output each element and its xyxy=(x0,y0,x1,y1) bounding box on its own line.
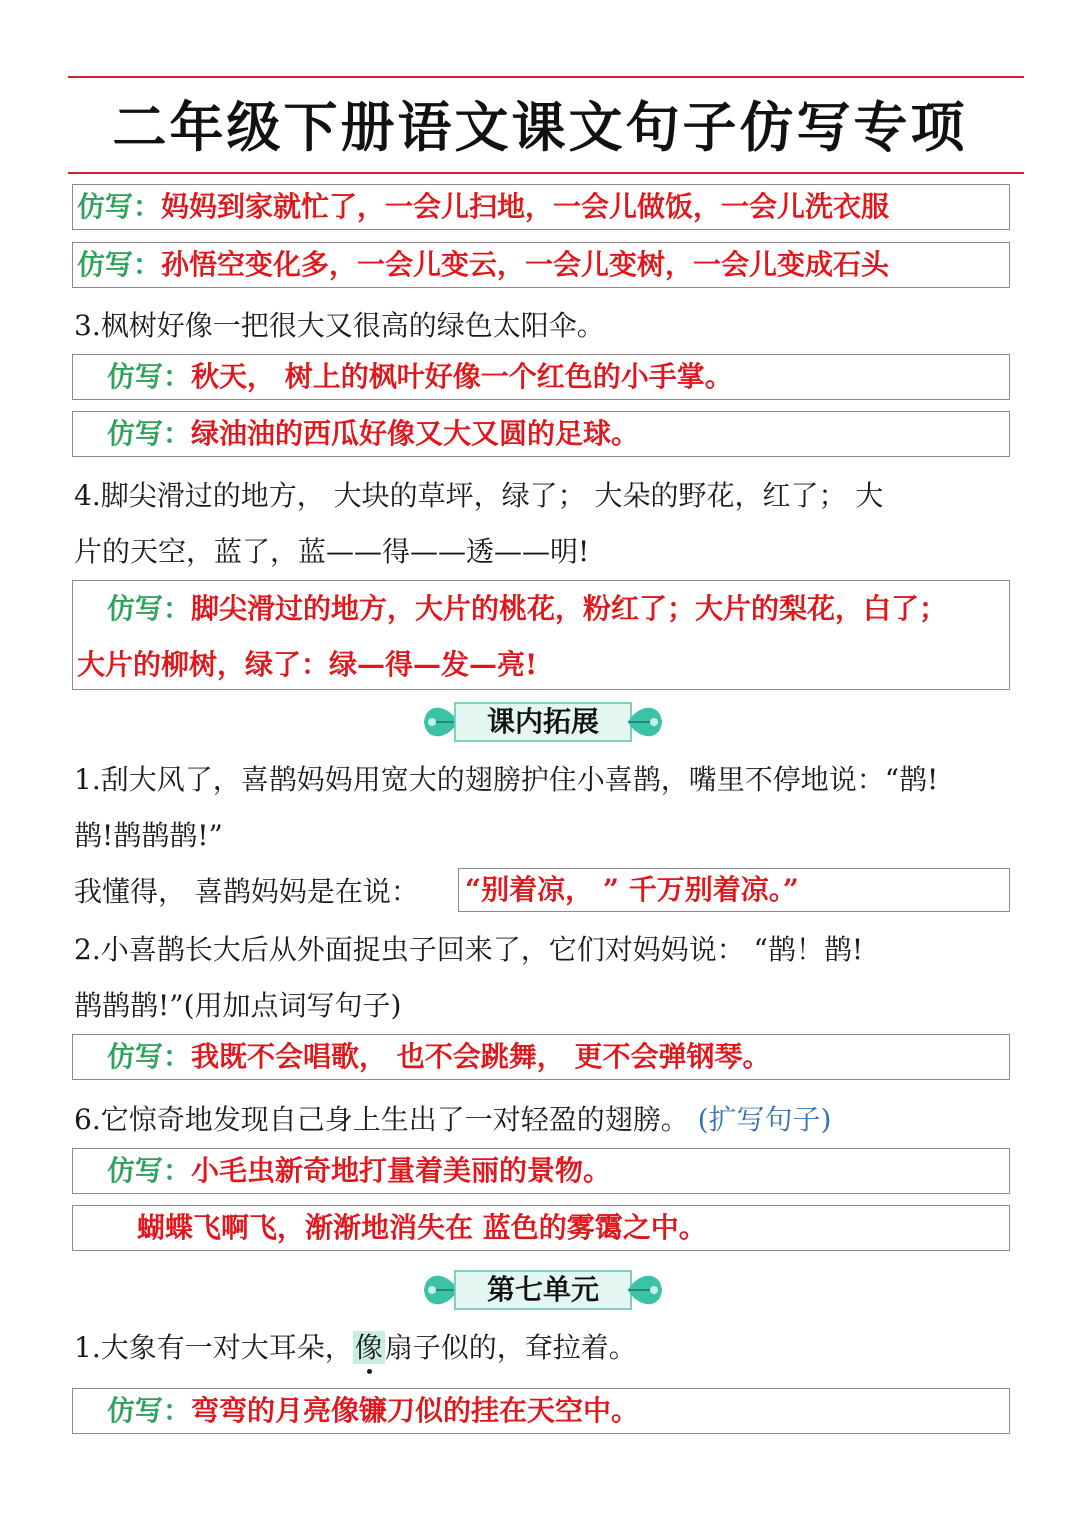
question-3: 3.枫树好像一把很大又很高的绿色太阳伞。 xyxy=(74,309,605,342)
answer-box-2 xyxy=(72,242,1010,288)
question-4-line-1: 4.脚尖滑过的地方， 大块的草坪，绿了； 大朵的野花，红了； 大 xyxy=(74,479,884,512)
extension-1-line-3: 我懂得， 喜鹊妈妈是在说： xyxy=(74,875,419,908)
answer-label: 仿写： xyxy=(107,592,192,625)
answer-box-7 xyxy=(72,1148,1010,1194)
answer-box-5 xyxy=(72,580,1010,690)
answer-text: 绿油油的西瓜好像又大又圆的足球。 xyxy=(191,417,640,450)
answer-text: 蝴蝶飞啊飞，渐渐地消失在 蓝色的雾霭之中。 xyxy=(137,1211,707,1244)
extension-1-answer-box: “别着凉， ” 千万别着凉。” xyxy=(458,868,1010,912)
unit7-question-1 xyxy=(74,1328,1014,1368)
page-title: 二年级下册语文课文句子仿写专项 xyxy=(112,95,968,159)
answer-text: 小毛虫新奇地打量着美丽的景物。 xyxy=(191,1154,612,1187)
answer-box-3 xyxy=(72,354,1010,400)
answer-box-8 xyxy=(72,1205,1010,1251)
answer-label: 仿写： xyxy=(107,360,192,393)
answer-label: 仿写： xyxy=(77,190,162,223)
section-banner-label: 第七单元 xyxy=(454,1270,632,1310)
ornament-right-icon xyxy=(626,1268,666,1312)
answer-text: 弯弯的月亮像镰刀似的挂在天空中。 xyxy=(191,1394,640,1427)
answer-text: 我既不会唱歌， 也不会跳舞， 更不会弹钢琴。 xyxy=(191,1040,771,1073)
section-banner-2 xyxy=(420,1266,666,1314)
question-6 xyxy=(74,1100,1014,1140)
title-top-rule xyxy=(68,76,1024,78)
answer-label: 仿写： xyxy=(77,248,162,281)
ornament-right-icon xyxy=(626,700,666,744)
answer-text: 孙悟空变化多，一会儿变云，一会儿变树，一会儿变成石头 xyxy=(161,248,890,281)
extension-2-line-2: 鹊鹊鹊!”(用加点词写句子) xyxy=(74,989,402,1022)
answer-box-4 xyxy=(72,411,1010,457)
question-4-line-2: 片的天空，蓝了，蓝——得——透——明! xyxy=(74,535,590,568)
section-banner-1 xyxy=(420,698,666,746)
emphasis-word: 像 xyxy=(354,1331,383,1364)
title-bottom-rule xyxy=(68,172,1024,174)
answer-box-1 xyxy=(72,184,1010,230)
answer-box-6 xyxy=(72,1034,1010,1080)
answer-label: 仿写： xyxy=(107,1394,192,1427)
unit7-question-1-pre: 1.大象有一对大耳朵， xyxy=(74,1331,353,1364)
section-banner-label: 课内拓展 xyxy=(454,702,632,742)
answer-box-9 xyxy=(72,1388,1010,1434)
question-6-text: 6.它惊奇地发现自己身上生出了一对轻盈的翅膀。 xyxy=(74,1103,689,1136)
answer-text-line-1: 脚尖滑过的地方，大片的桃花，粉红了；大片的梨花，白了； xyxy=(191,592,948,625)
question-6-note: (扩写句子) xyxy=(697,1103,832,1136)
extension-1-line-2: 鹊!鹊鹊鹊!” xyxy=(74,819,223,852)
answer-text: 妈妈到家就忙了，一会儿扫地，一会儿做饭，一会儿洗衣服 xyxy=(161,190,890,223)
extension-2-line-1: 2.小喜鹊长大后从外面捉虫子回来了，它们对妈妈说： “鹊！鹊! xyxy=(74,933,864,966)
answer-text: 秋天， 树上的枫叶好像一个红色的小手掌。 xyxy=(191,360,733,393)
unit7-question-1-post: 扇子似的，耷拉着。 xyxy=(384,1331,637,1364)
extension-1-line-1: 1.刮大风了，喜鹊妈妈用宽大的翅膀护住小喜鹊，嘴里不停地说：“鹊! xyxy=(74,763,939,796)
answer-label: 仿写： xyxy=(107,417,192,450)
answer-text-line-2: 大片的柳树，绿了：绿—得—发—亮! xyxy=(77,648,538,681)
answer-label: 仿写： xyxy=(107,1154,192,1187)
answer-label: 仿写： xyxy=(107,1040,192,1073)
